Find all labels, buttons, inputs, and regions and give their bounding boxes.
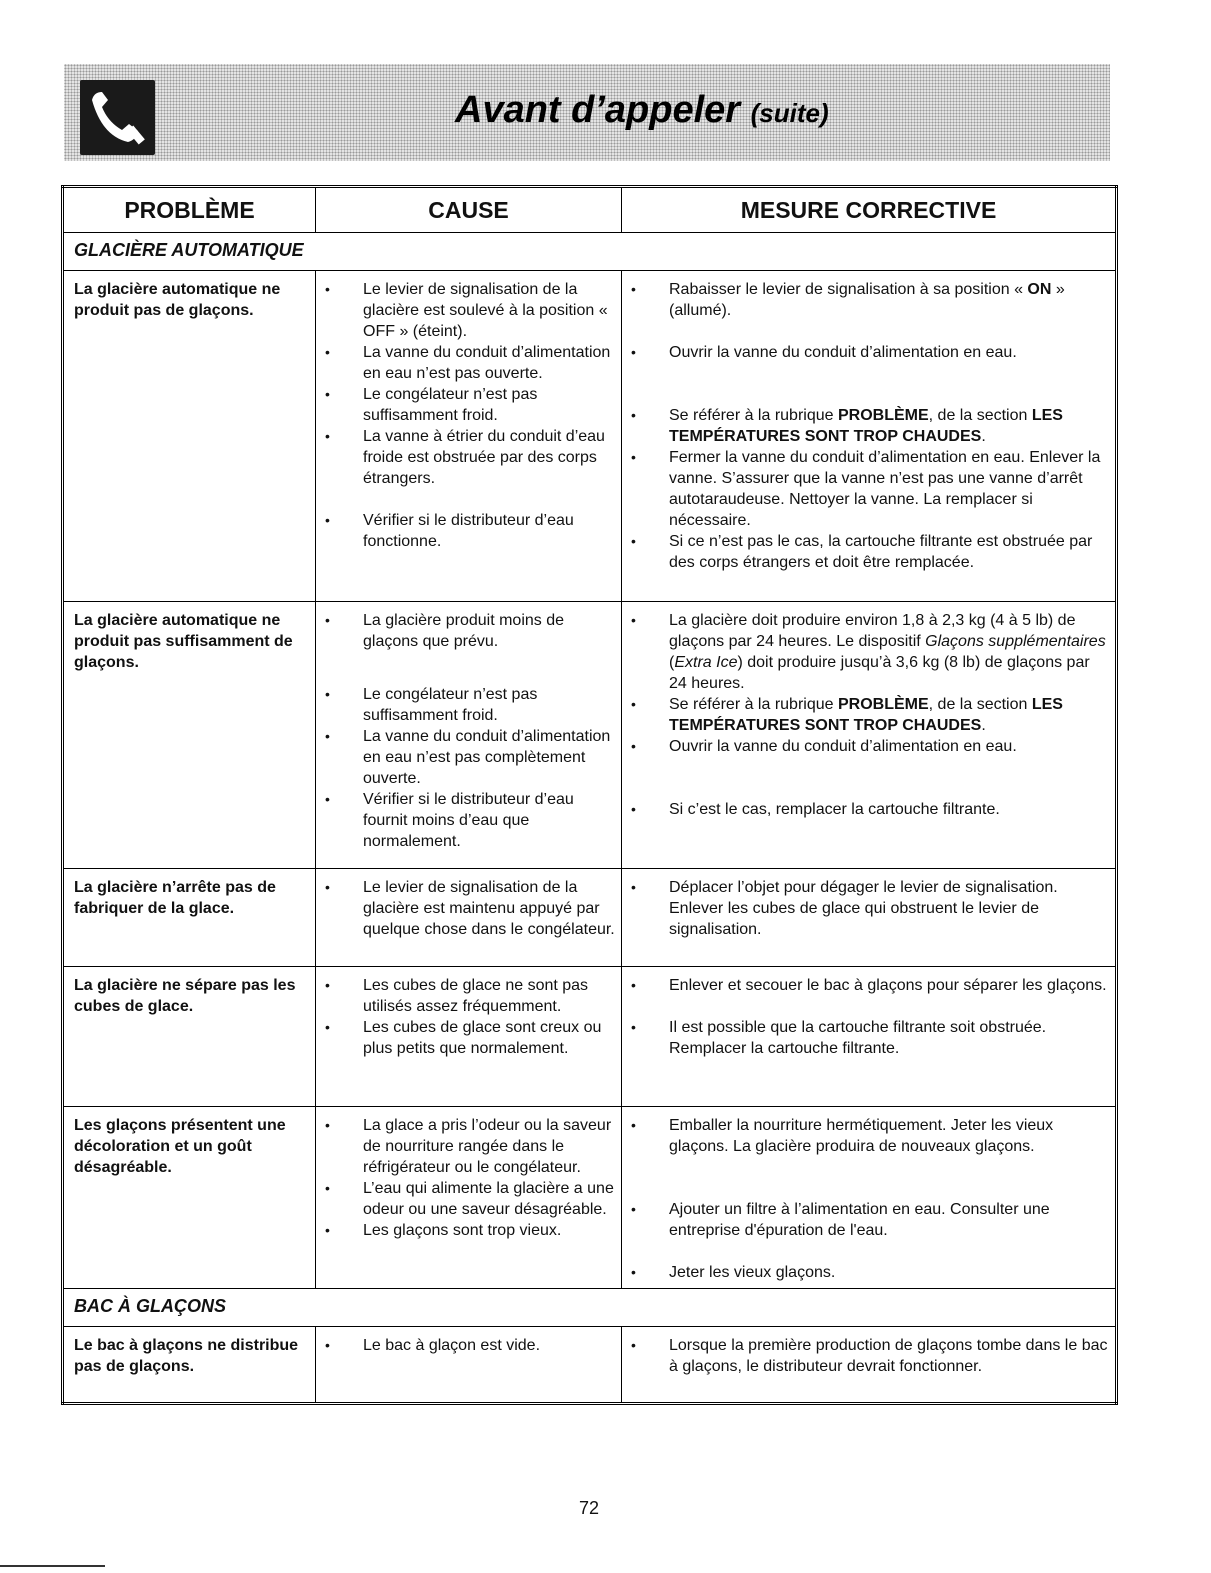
cause-item: • La glacière produit moins de glaçons que prévu. xyxy=(316,610,617,652)
remedy-item: • Ouvrir la vanne du conduit d’alimentation en eau. xyxy=(622,736,1111,757)
cause-item: • La vanne du conduit d’alimentation en eau n’est pas complètement ouverte. xyxy=(316,726,617,789)
cause-item: • Les cubes de glace sont creux ou plus petits que normalement. xyxy=(316,1017,617,1059)
table-row xyxy=(63,1107,1117,1289)
page-title xyxy=(455,80,829,140)
section-title: BAC À GLAÇONS xyxy=(63,1289,1117,1327)
remedy-cell xyxy=(622,1327,1117,1404)
remedy-item: • Ajouter un filtre à l’alimentation en eau. Consulter une entreprise d'épuration de l'eau. xyxy=(622,1199,1111,1241)
cause-cell xyxy=(316,271,622,602)
remedy-item: • La glacière doit produire environ 1,8 à 2,3 kg (4 à 5 lb) de glaçons par 24 heures. Le dispositif Glaçons supplémentaires (Extra Ice) doit produire jusqu’à 3,6 kg (8 lb) de glaçons par 24 heures. xyxy=(622,610,1111,694)
table-row xyxy=(63,271,1117,602)
problem-cell: La glacière automatique ne produit pas suffisamment de glaçons. xyxy=(63,602,316,869)
cause-item: • Vérifier si le distributeur d’eau fonctionne. xyxy=(316,510,617,552)
remedy-cell xyxy=(622,869,1117,967)
remedy-cell xyxy=(622,967,1117,1107)
column-header-remedy: MESURE CORRECTIVE xyxy=(622,187,1117,233)
problem-cell: Le bac à glaçons ne distribue pas de glaçons. xyxy=(63,1327,316,1404)
section-row xyxy=(63,1289,1117,1327)
cause-item: • Le levier de signalisation de la glacière est soulevé à la position « OFF » (éteint). xyxy=(316,279,617,342)
remedy-cell xyxy=(622,1107,1117,1289)
cause-item: • La glace a pris l’odeur ou la saveur de nourriture rangée dans le réfrigérateur ou le congélateur. xyxy=(316,1115,617,1178)
cause-cell xyxy=(316,967,622,1107)
remedy-item: • Rabaisser le levier de signalisation à sa position « ON » (allumé). xyxy=(622,279,1111,321)
section-title: GLACIÈRE AUTOMATIQUE xyxy=(63,233,1117,271)
table-row xyxy=(63,602,1117,869)
cause-item: • Le bac à glaçon est vide. xyxy=(316,1335,617,1356)
cause-item: • L’eau qui alimente la glacière a une odeur ou une saveur désagréable. xyxy=(316,1178,617,1220)
remedy-cell xyxy=(622,602,1117,869)
remedy-item: • Fermer la vanne du conduit d’alimentation en eau. Enlever la vanne. S’assurer que la vanne n’est pas une vanne d’arrêt autotaraudeuse. Nettoyer la vanne. La remplacer si nécessaire. xyxy=(622,447,1111,531)
remedy-item: • Ouvrir la vanne du conduit d’alimentation en eau. xyxy=(622,342,1111,363)
phone-icon xyxy=(80,80,155,155)
column-header-cause: CAUSE xyxy=(316,187,622,233)
troubleshooting-table xyxy=(61,185,1118,1405)
problem-cell: La glacière ne sépare pas les cubes de glace. xyxy=(63,967,316,1107)
remedy-item: • Se référer à la rubrique PROBLÈME, de la section LES TEMPÉRATURES SONT TROP CHAUDES. xyxy=(622,405,1111,447)
page-number: 72 xyxy=(578,1498,600,1518)
remedy-item: • Déplacer l’objet pour dégager le levier de signalisation. Enlever les cubes de glace qui obstruent le levier de signalisation. xyxy=(622,877,1111,940)
table-header-row xyxy=(63,187,1117,233)
cause-cell xyxy=(316,869,622,967)
cause-item: • Le levier de signalisation de la glacière est maintenu appuyé par quelque chose dans le congélateur. xyxy=(316,877,617,940)
section-row xyxy=(63,233,1117,271)
remedy-item: • Si c’est le cas, remplacer la cartouche filtrante. xyxy=(622,799,1111,820)
page-title-text: Avant d’appeler xyxy=(455,89,741,131)
remedy-item: • Emballer la nourriture hermétiquement. Jeter les vieux glaçons. La glacière produira de nouveaux glaçons. xyxy=(622,1115,1111,1157)
table-row xyxy=(63,1327,1117,1404)
cause-item: • Le congélateur n’est pas suffisamment froid. xyxy=(316,384,617,426)
problem-cell: La glacière n’arrête pas de fabriquer de la glace. xyxy=(63,869,316,967)
cause-item: • Le congélateur n’est pas suffisamment froid. xyxy=(316,684,617,726)
problem-cell: Les glaçons présentent une décoloration et un goût désagréable. xyxy=(63,1107,316,1289)
remedy-item: • Jeter les vieux glaçons. xyxy=(622,1262,1111,1283)
cause-cell xyxy=(316,1107,622,1289)
table-row xyxy=(63,967,1117,1107)
cause-item: • La vanne à étrier du conduit d’eau froide est obstruée par des corps étrangers. xyxy=(316,426,617,489)
remedy-item: • Se référer à la rubrique PROBLÈME, de la section LES TEMPÉRATURES SONT TROP CHAUDES. xyxy=(622,694,1111,736)
remedy-item: • Si ce n’est pas le cas, la cartouche filtrante est obstruée par des corps étrangers et doit être remplacée. xyxy=(622,531,1111,573)
table-row xyxy=(63,869,1117,967)
cause-cell xyxy=(316,602,622,869)
cause-cell xyxy=(316,1327,622,1404)
problem-cell: La glacière automatique ne produit pas de glaçons. xyxy=(63,271,316,602)
footer-rule xyxy=(0,1565,105,1567)
remedy-cell xyxy=(622,271,1117,602)
remedy-item: • Enlever et secouer le bac à glaçons pour séparer les glaçons. xyxy=(622,975,1111,996)
column-header-problem: PROBLÈME xyxy=(63,187,316,233)
page-title-suffix: (suite) xyxy=(750,98,829,128)
cause-item: • Les cubes de glace ne sont pas utilisés assez fréquemment. xyxy=(316,975,617,1017)
remedy-item: • Il est possible que la cartouche filtrante soit obstruée. Remplacer la cartouche filtrante. xyxy=(622,1017,1111,1059)
cause-item: • Vérifier si le distributeur d’eau fournit moins d’eau que normalement. xyxy=(316,789,617,852)
remedy-item: • Lorsque la première production de glaçons tombe dans le bac à glaçons, le distributeur devrait fonctionner. xyxy=(622,1335,1111,1377)
cause-item: • La vanne du conduit d’alimentation en eau n’est pas ouverte. xyxy=(316,342,617,384)
cause-item: • Les glaçons sont trop vieux. xyxy=(316,1220,617,1241)
